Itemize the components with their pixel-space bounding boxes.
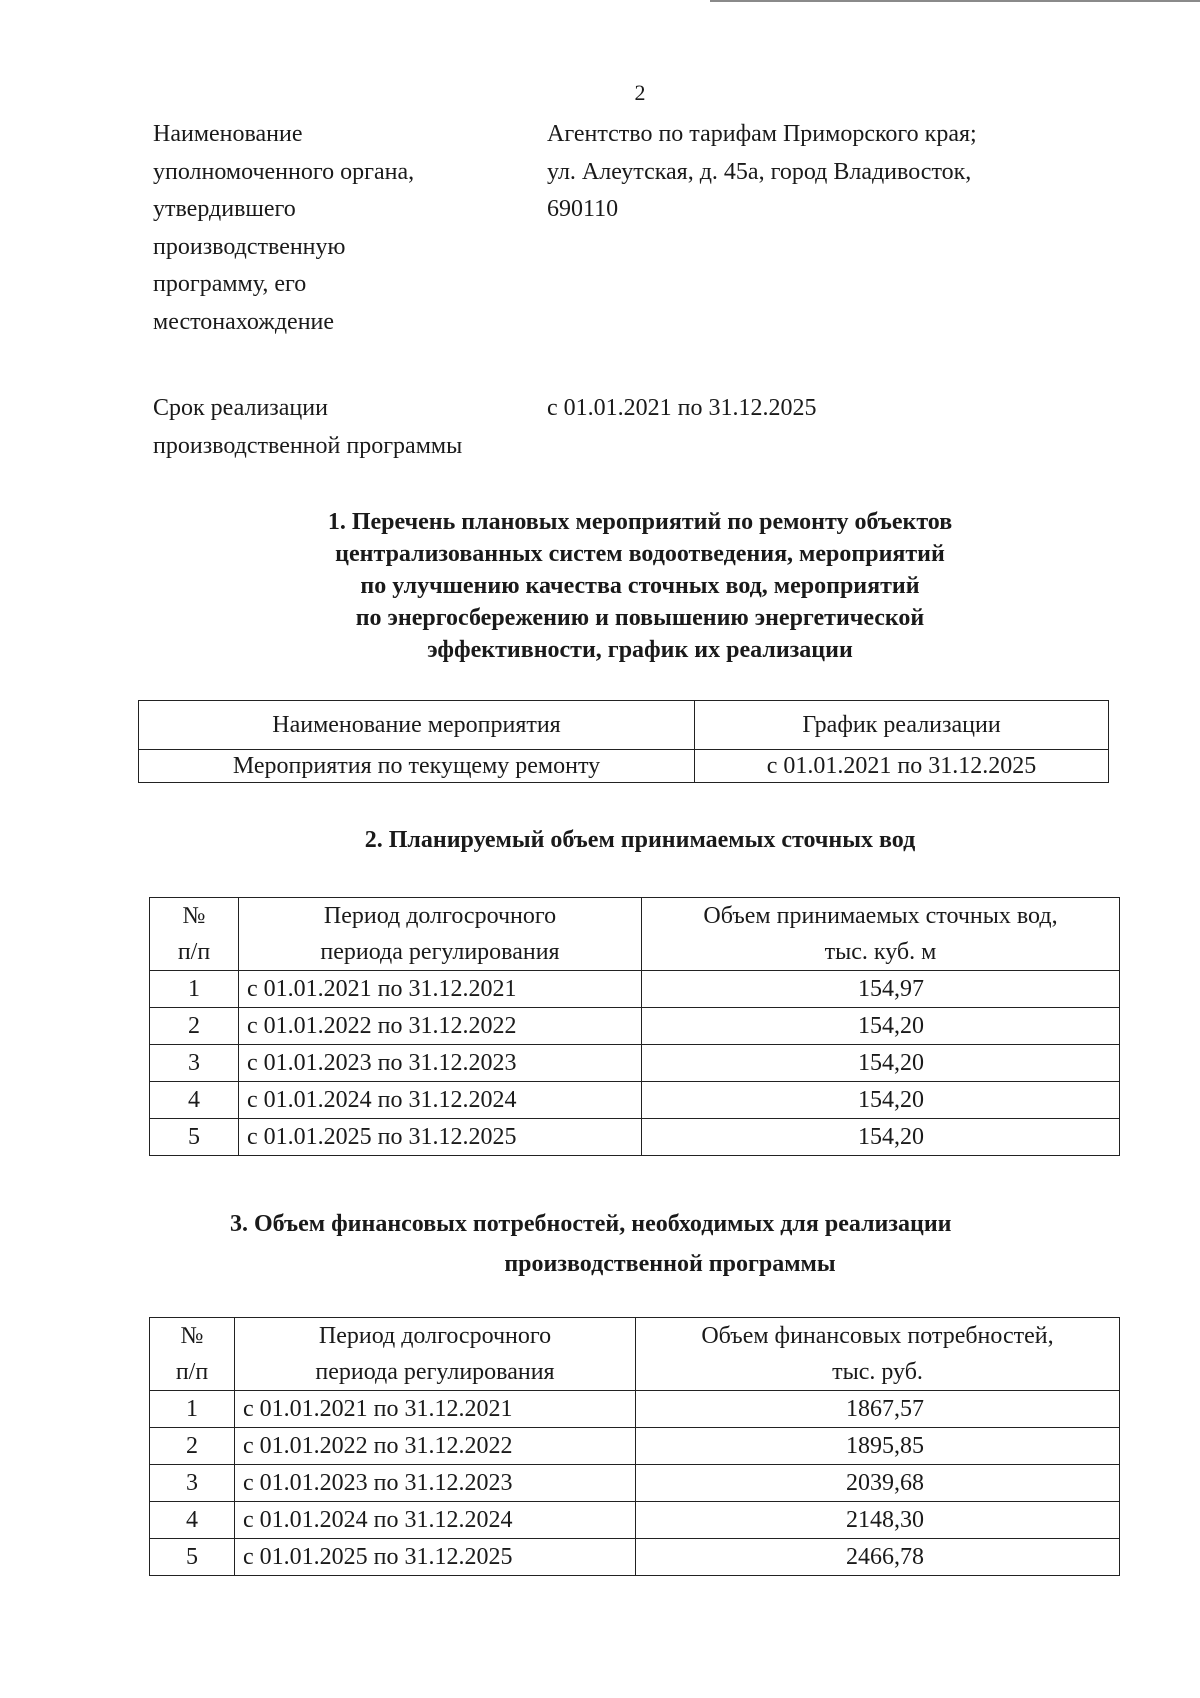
authority-label-line: программу, его (153, 271, 307, 297)
activities-table (138, 700, 1109, 783)
section3-heading-line: производственной программы (504, 1251, 836, 1277)
financial-cell: 2148,30 (636, 1502, 1120, 1539)
page-number: 2 (634, 80, 646, 105)
authority-value-line: Агентство по тарифам Приморского края; (547, 121, 977, 147)
term-value (547, 390, 1087, 428)
table-row (150, 1502, 1120, 1539)
column-header-financial (636, 1318, 1120, 1391)
volume-cell: 154,20 (642, 1082, 1120, 1119)
section1-heading (140, 506, 1140, 666)
header-line: периода регулирования (315, 1359, 555, 1385)
table-row (150, 1539, 1120, 1576)
term-value-line: с 01.01.2021 по 31.12.2025 (547, 395, 817, 421)
period-cell: с 01.01.2021 по 31.12.2021 (235, 1391, 636, 1428)
table-row (150, 971, 1120, 1008)
section1-heading-line: централизованных систем водоотведения, мероприятий (335, 541, 945, 567)
column-header-period (235, 1318, 636, 1391)
financial-cell: 1867,57 (636, 1391, 1120, 1428)
table-row (150, 1082, 1120, 1119)
financial-needs-table (149, 1317, 1120, 1576)
volume-cell: 154,20 (642, 1119, 1120, 1156)
header-line: № (180, 1323, 204, 1349)
activity-name-cell: Мероприятия по текущему ремонту (139, 750, 695, 783)
volume-cell: 154,20 (642, 1008, 1120, 1045)
table-row (150, 1465, 1120, 1502)
row-number-cell: 2 (150, 1008, 239, 1045)
financial-cell: 2039,68 (636, 1465, 1120, 1502)
period-cell: с 01.01.2022 по 31.12.2022 (239, 1008, 642, 1045)
row-number-cell: 4 (150, 1502, 235, 1539)
schedule-cell: с 01.01.2021 по 31.12.2025 (695, 750, 1109, 783)
authority-label (153, 116, 553, 341)
period-cell: с 01.01.2023 по 31.12.2023 (235, 1465, 636, 1502)
header-line: тыс. руб. (832, 1359, 923, 1385)
table-header-row (139, 701, 1109, 750)
authority-label-line: утвердившего (153, 196, 296, 222)
column-header-period (239, 898, 642, 971)
column-header-number (150, 1318, 235, 1391)
header-line: Объем финансовых потребностей, (701, 1323, 1054, 1349)
section2-heading-line: 2. Планируемый объем принимаемых сточных вод (364, 827, 916, 853)
row-number-cell: 1 (150, 971, 239, 1008)
header-line: Период долгосрочного (323, 903, 557, 929)
term-label (153, 390, 553, 465)
period-cell: с 01.01.2024 по 31.12.2024 (235, 1502, 636, 1539)
volume-cell: 154,97 (642, 971, 1120, 1008)
section2-heading (140, 824, 1140, 856)
wastewater-volume-table (149, 897, 1120, 1156)
table-row (150, 1045, 1120, 1082)
financial-cell: 1895,85 (636, 1428, 1120, 1465)
header-line: тыс. куб. м (824, 939, 937, 965)
column-header: Наименование мероприятия (139, 701, 695, 750)
table-row (150, 1391, 1120, 1428)
column-header-volume (642, 898, 1120, 971)
row-number-cell: 5 (150, 1539, 235, 1576)
authority-block (153, 116, 1083, 346)
term-label-line: Срок реализации (153, 395, 328, 421)
authority-value-line: 690110 (547, 196, 619, 222)
authority-value-line: ул. Алеутская, д. 45а, город Владивосток, (547, 158, 972, 185)
row-number-cell: 4 (150, 1082, 239, 1119)
section3-heading-line: 3. Объем финансовых потребностей, необходимых для реализации (230, 1211, 952, 1237)
column-header-number (150, 898, 239, 971)
header-line: № (182, 903, 206, 929)
table-row (150, 1428, 1120, 1465)
period-cell: с 01.01.2021 по 31.12.2021 (239, 971, 642, 1008)
table-header-row (150, 898, 1120, 971)
row-number-cell: 3 (150, 1465, 235, 1502)
financial-cell: 2466,78 (636, 1539, 1120, 1576)
header-line: Период долгосрочного (318, 1323, 552, 1349)
authority-label-line: Наименование (153, 121, 303, 147)
top-edge-rule (710, 0, 1200, 2)
column-header: График реализации (695, 701, 1109, 750)
row-number-cell: 5 (150, 1119, 239, 1156)
authority-label-line: производственную (153, 233, 346, 260)
header-line: п/п (177, 939, 211, 965)
authority-label-line: местонахождение (153, 308, 335, 335)
table-row (139, 750, 1109, 783)
period-cell: с 01.01.2025 по 31.12.2025 (239, 1119, 642, 1156)
section1-heading-line: по улучшению качества сточных вод, мероприятий (360, 573, 920, 599)
section1-heading-line: 1. Перечень плановых мероприятий по ремонту объектов (327, 509, 953, 535)
period-cell: с 01.01.2025 по 31.12.2025 (235, 1539, 636, 1576)
section1-heading-line: по энергосбережению и повышению энергетической (355, 605, 925, 631)
term-block (153, 390, 1083, 470)
row-number-cell: 2 (150, 1428, 235, 1465)
row-number-cell: 1 (150, 1391, 235, 1428)
section3-heading (230, 1208, 1110, 1280)
period-cell: с 01.01.2022 по 31.12.2022 (235, 1428, 636, 1465)
authority-label-line: уполномоченного органа, (153, 158, 415, 185)
period-cell: с 01.01.2023 по 31.12.2023 (239, 1045, 642, 1082)
header-line: периода регулирования (320, 939, 560, 965)
authority-value (547, 116, 1087, 229)
term-label-line: производственной программы (153, 432, 463, 459)
row-number-cell: 3 (150, 1045, 239, 1082)
table-row (150, 1119, 1120, 1156)
header-line: п/п (175, 1359, 209, 1385)
period-cell: с 01.01.2024 по 31.12.2024 (239, 1082, 642, 1119)
section1-heading-line: эффективности, график их реализации (427, 637, 853, 663)
table-header-row (150, 1318, 1120, 1391)
table-row (150, 1008, 1120, 1045)
volume-cell: 154,20 (642, 1045, 1120, 1082)
header-line: Объем принимаемых сточных вод, (703, 903, 1058, 929)
